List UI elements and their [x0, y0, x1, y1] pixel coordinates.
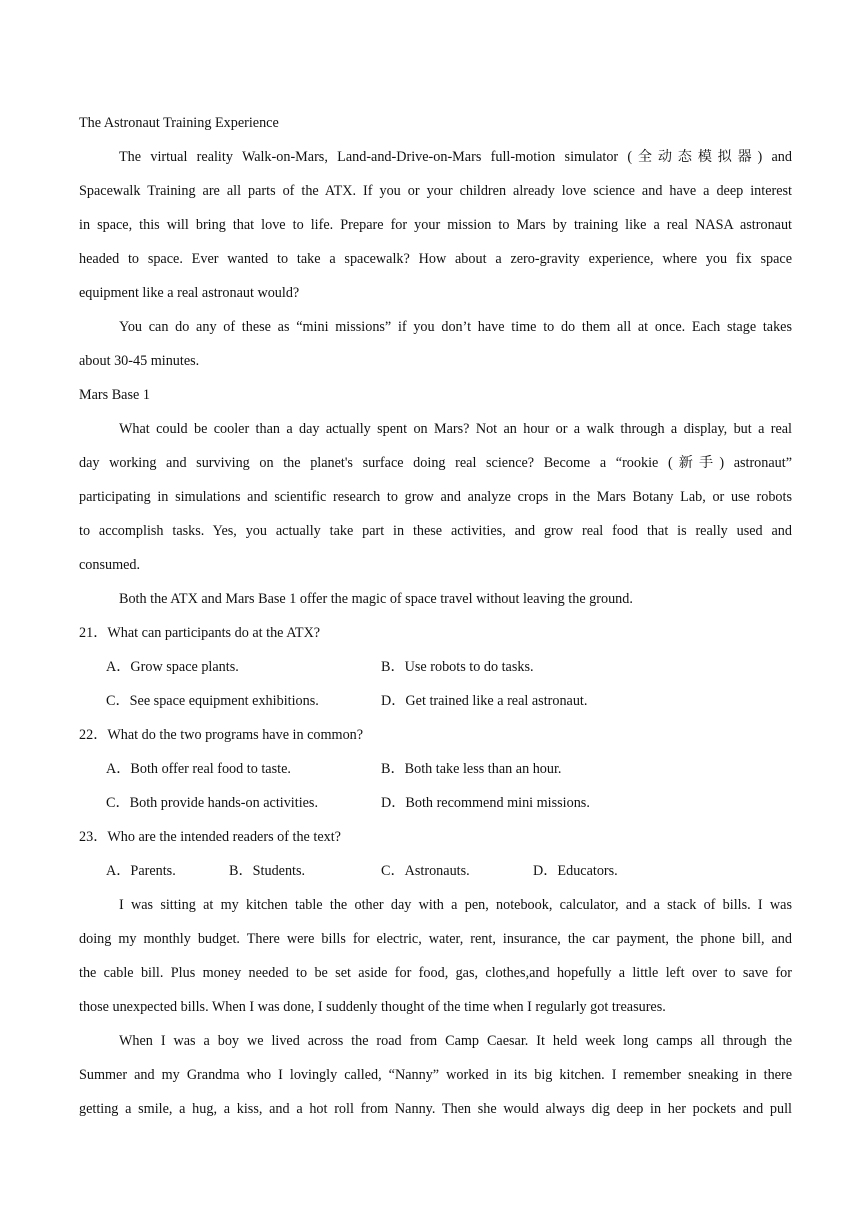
paragraph-mars-base [79, 412, 792, 582]
option-row [79, 650, 792, 684]
option-b[interactable]: B．Use robots to do tasks. [381, 659, 534, 675]
text-line: The virtual reality Walk-on-Mars, Land-and-Drive-on-Mars full-motion simulator (全动态模拟器) and [119, 149, 792, 165]
option-a[interactable]: A．Both offer real food to taste. [106, 761, 291, 777]
paragraph-camp-caesar [79, 1024, 792, 1126]
text-line: When I was a boy we lived across the road from Camp Caesar. It held week long camps all through the [119, 1033, 792, 1049]
option-c[interactable]: C．See space equipment exhibitions. [106, 693, 319, 709]
text-line: day working and surviving on the planet's surface doing real science? Become a “rookie (新手) astronaut” [79, 455, 792, 471]
paragraph-atx-intro [79, 140, 792, 310]
text-line: Spacewalk Training are all parts of the ATX. If you or your children already love science and have a deep interest [79, 183, 792, 199]
text-line: the cable bill. Plus money needed to be set aside for food, gas, clothes,and hopefully a little left over to save for [79, 965, 792, 981]
question-21 [79, 616, 792, 718]
option-b[interactable]: B．Students. [229, 863, 306, 879]
option-d[interactable]: D．Get trained like a real astronaut. [381, 693, 588, 709]
document-page [79, 106, 792, 1126]
option-a[interactable]: A．Parents. [106, 863, 176, 879]
option-a[interactable]: A．Grow space plants. [106, 659, 239, 675]
text-line: to accomplish tasks. Yes, you actually take part in these activities, and grow real food that is really used and [79, 523, 792, 539]
text-line: doing my monthly budget. There were bills for electric, water, rent, insurance, the car payment, the phone bill, and [79, 931, 792, 947]
option-b[interactable]: B．Both take less than an hour. [381, 761, 562, 777]
option-row [79, 786, 792, 820]
section-heading: Mars Base 1 [79, 387, 150, 403]
question-stem: 23．Who are the intended readers of the text? [79, 829, 341, 845]
question-stem: 21．What can participants do at the ATX? [79, 625, 321, 641]
text-line: participating in simulations and scientific research to grow and analyze crops in the Mars Botany Lab, or use robots [79, 489, 792, 505]
paragraph-mini-missions [79, 310, 792, 378]
passage-title: The Astronaut Training Experience [79, 115, 279, 131]
text-line: Summer and my Grandma who I lovingly called, “Nanny” worked in its big kitchen. I remember sneaking in there [79, 1067, 792, 1083]
text-line: getting a smile, a hug, a kiss, and a hot roll from Nanny. Then she would always dig deep in her pockets and pull [79, 1101, 792, 1117]
text-line: You can do any of these as “mini missions” if you don’t have time to do them all at once. Each stage takes [119, 319, 792, 335]
option-row [79, 684, 792, 718]
paragraph-conclusion: Both the ATX and Mars Base 1 offer the magic of space travel without leaving the ground. [119, 591, 633, 607]
option-row [79, 854, 792, 888]
question-22 [79, 718, 792, 820]
option-d[interactable]: D．Both recommend mini missions. [381, 795, 590, 811]
question-stem: 22．What do the two programs have in common? [79, 727, 364, 743]
text-line: those unexpected bills. When I was done, I suddenly thought of the time when I regularly got treasures. [79, 999, 666, 1015]
text-line: consumed. [79, 557, 141, 573]
text-line: in space, this will bring that love to life. Prepare for your mission to Mars by training like a real NASA astronaut [79, 217, 792, 233]
option-c[interactable]: C．Both provide hands-on activities. [106, 795, 318, 811]
option-d[interactable]: D．Educators. [533, 863, 618, 879]
option-c[interactable]: C．Astronauts. [381, 863, 470, 879]
text-line: about 30-45 minutes. [79, 353, 200, 369]
option-row [79, 752, 792, 786]
text-line: What could be cooler than a day actually spent on Mars? Not an hour or a walk through a display, but a real [119, 421, 792, 437]
text-line: equipment like a real astronaut would? [79, 285, 300, 301]
text-line: I was sitting at my kitchen table the other day with a pen, notebook, calculator, and a stack of bills. I was [119, 897, 792, 913]
text-line: headed to space. Ever wanted to take a spacewalk? How about a zero-gravity experience, where you fix space [79, 251, 792, 267]
paragraph-budget [79, 888, 792, 1024]
question-23 [79, 820, 792, 888]
